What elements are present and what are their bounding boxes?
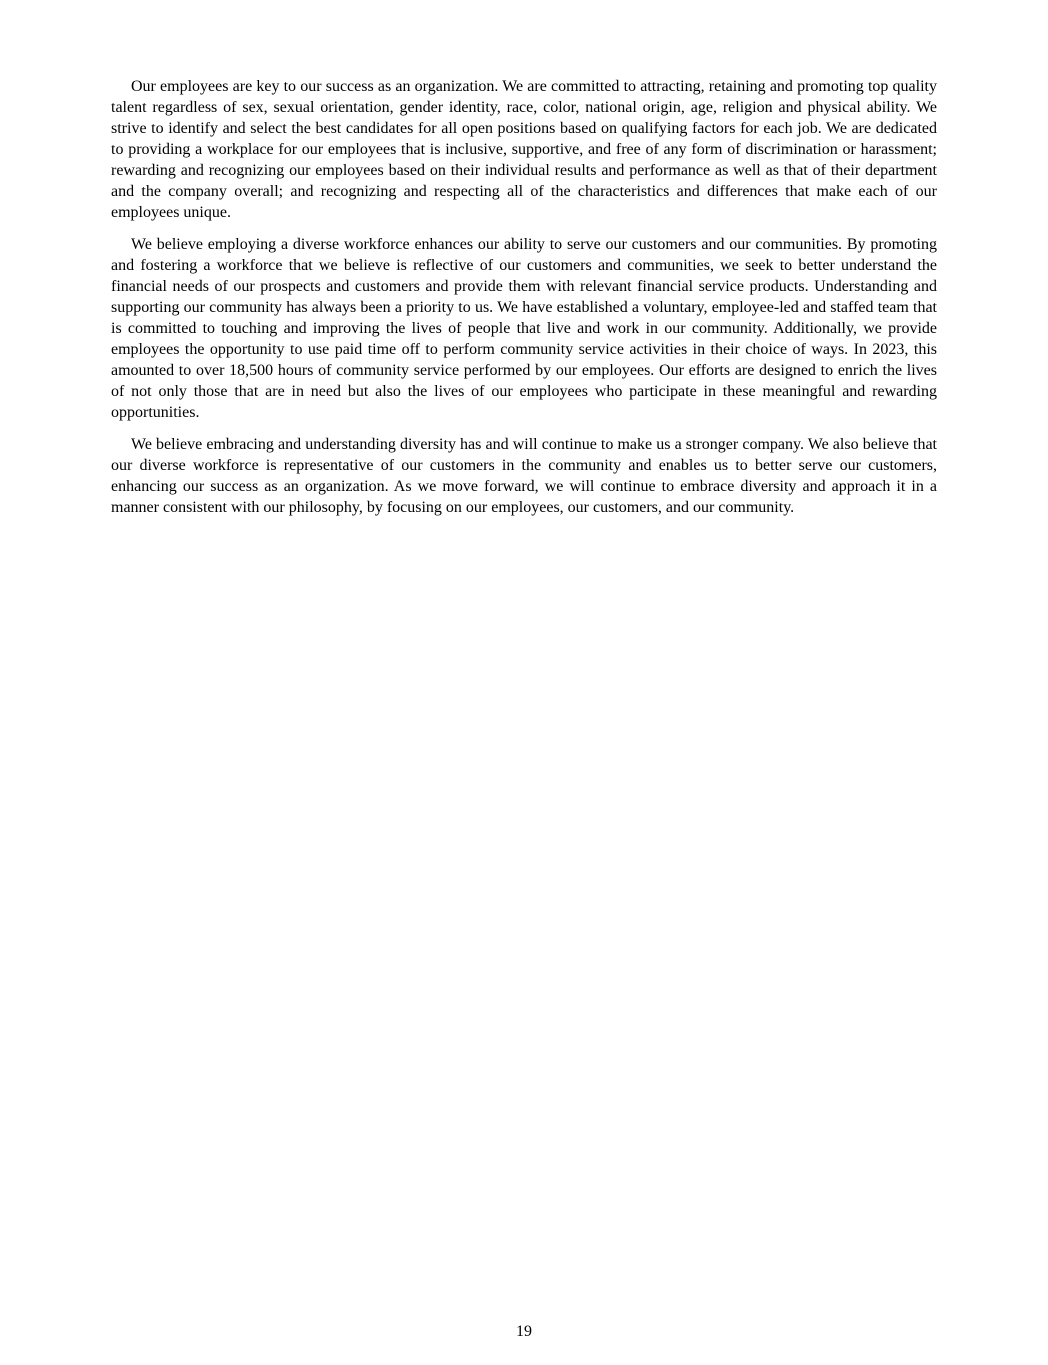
- page-number: 19: [516, 1323, 532, 1340]
- paragraph-employees: Our employees are key to our success as an organization. We are committed to attracting, retaining and promoting top quality talent regardless of sex, sexual orientation, gender identity, race, color, national origin, age, religion and physical ability. We strive to identify and select the best candidates for all open positions based on qualifying factors for each job. We are dedicated to providing a workplace for our employees that is inclusive, supportive, and free of any form of discrimination or harassment; rewarding and recognizing our employees based on their individual results and performance as well as that of their department and the company overall; and recognizing and respecting all of the characteristics and differences that make each of our employees unique.: [111, 78, 937, 221]
- paragraph-embracing-diversity: We believe embracing and understanding diversity has and will continue to make us a stronger company. We also believe that our diverse workforce is representative of our customers in the community and enables us to better serve our customers, enhancing our success as an organization. As we move forward, we will continue to embrace diversity and approach it in a manner consistent with our philosophy, by focusing on our employees, our customers, and our community.: [111, 436, 937, 516]
- paragraph-diverse-workforce: We believe employing a diverse workforce enhances our ability to serve our customers and our communities. By promoting and fostering a workforce that we believe is reflective of our customers and communities, we seek to better understand the financial needs of our prospects and customers and provide them with relevant financial service products. Understanding and supporting our community has always been a priority to us. We have established a voluntary, employee-led and staffed team that is committed to touching and improving the lives of people that live and work in our community. Additionally, we provide employees the opportunity to use paid time off to perform community service activities in their choice of ways. In 2023, this amounted to over 18,500 hours of community service performed by our employees. Our efforts are designed to enrich the lives of not only those that are in need but also the lives of our employees who participate in these meaningful and rewarding opportunities.: [111, 236, 937, 421]
- body-text: [111, 76, 937, 529]
